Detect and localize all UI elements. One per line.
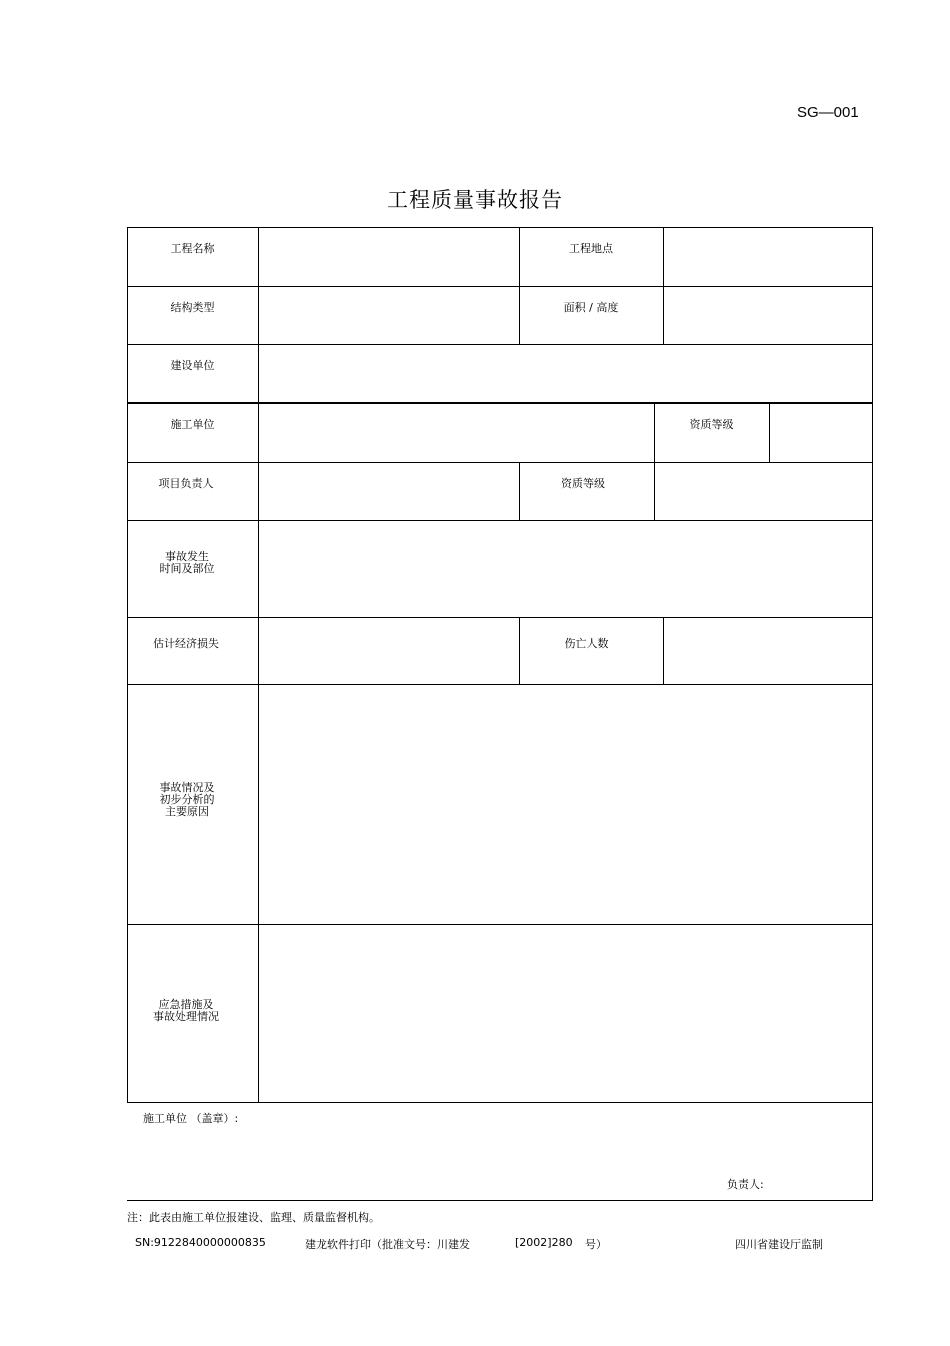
label-area-height: 面积 / 高度	[563, 301, 619, 314]
label-accident-time-line2: 时间及部位	[159, 562, 215, 575]
signature-unit-stamp: 施工单位 （盖章）:	[143, 1112, 239, 1125]
label-contractor-qualification: 资质等级	[689, 418, 734, 431]
table-border-top	[127, 227, 873, 228]
row-divider	[127, 286, 873, 287]
label-owner-unit: 建设单位	[170, 359, 215, 372]
label-accident-time	[127, 551, 247, 575]
label-project-location: 工程地点	[569, 242, 613, 255]
column-divider	[519, 462, 520, 521]
row-divider	[127, 684, 873, 685]
form-code: SG—001	[797, 104, 859, 121]
label-manager-qualification: 资质等级	[561, 477, 605, 490]
column-divider	[519, 617, 520, 685]
row-divider	[127, 462, 873, 463]
row-divider	[127, 1102, 873, 1103]
label-measures-line2: 事故处理情况	[153, 1010, 219, 1023]
row-divider	[127, 617, 873, 618]
label-analysis-line1: 事故情况及	[159, 781, 215, 794]
label-accident-time-line1: 事故发生	[165, 550, 209, 563]
table-border-left	[127, 227, 128, 1103]
label-measures-line1: 应急措施及	[158, 998, 214, 1011]
label-economic-loss: 估计经济损失	[153, 637, 219, 650]
row-divider	[127, 520, 873, 521]
row-divider	[127, 344, 873, 345]
label-structure-type: 结构类型	[170, 301, 215, 314]
footer-note: 注：此表由施工单位报建设、监理、质量监督机构。	[127, 1211, 380, 1224]
label-analysis-line3: 主要原因	[165, 805, 209, 818]
column-divider	[663, 617, 664, 685]
column-divider	[663, 227, 664, 345]
signature-responsible-person: 负责人:	[727, 1178, 764, 1191]
label-emergency-measures	[127, 999, 245, 1023]
footer-approval-suffix: 号）	[585, 1238, 607, 1251]
label-casualties: 伤亡人数	[564, 637, 609, 650]
label-project-name: 工程名称	[170, 242, 215, 255]
footer-serial-number: SN:9122840000000835	[135, 1236, 266, 1249]
row-divider	[127, 924, 873, 925]
label-contractor-unit: 施工单位	[170, 418, 215, 431]
label-column-divider	[258, 227, 259, 1103]
label-project-manager: 项目负责人	[158, 477, 214, 490]
row-divider-thick	[127, 402, 873, 404]
footer-supervisor: 四川省建设厅监制	[735, 1238, 823, 1251]
table-border-right	[872, 227, 873, 1201]
column-divider	[769, 402, 770, 463]
page-title: 工程质量事故报告	[387, 188, 563, 212]
label-analysis-line2: 初步分析的	[159, 793, 215, 806]
footer-software-print: 建龙软件打印（批准文号：川建发	[305, 1238, 470, 1251]
table-border-bottom	[127, 1200, 873, 1201]
label-accident-analysis	[127, 782, 247, 818]
footer-approval-number: [2002]280	[515, 1236, 573, 1249]
